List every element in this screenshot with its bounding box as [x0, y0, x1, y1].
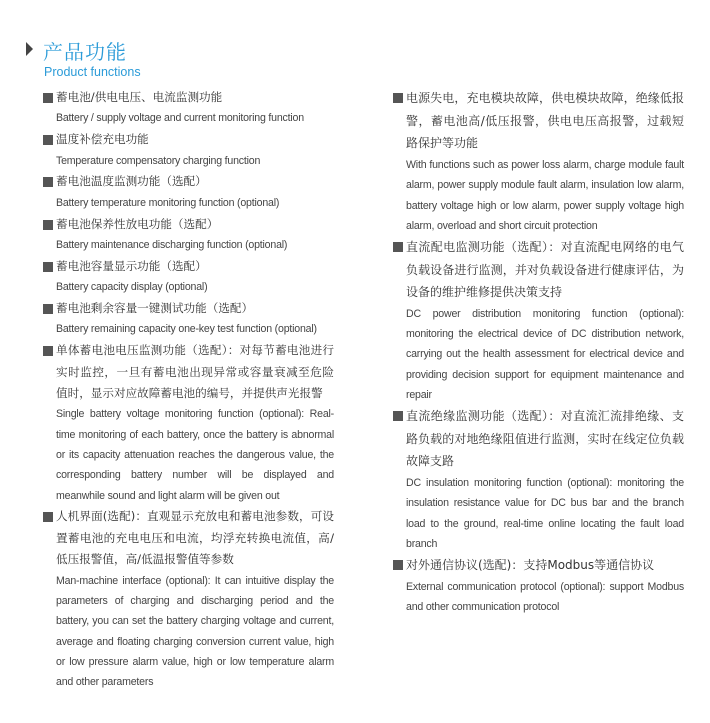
- feature-title-cn: 蓄电池/供电电压、电流监测功能: [56, 90, 223, 104]
- feature-item: [43, 171, 334, 213]
- feature-item: [393, 405, 684, 554]
- square-bullet-icon: [43, 177, 53, 187]
- feature-item: [43, 298, 334, 340]
- feature-description-en: With functions such as power loss alarm, charge module fault alarm, power supply module fault alarm, insulation low alarm, battery voltage high or low alarm, power supply voltage high alarm, overload and short circuit protection: [406, 159, 684, 232]
- feature-item: [393, 236, 684, 405]
- page-title: 产品功能: [43, 40, 127, 64]
- feature-description-en: Man-machine interface (optional): It can intuitive display the parameters of charging and discharging period and the battery, you can set the battery charging voltage and current, average and floating charging conversion current value, high or low pressure alarm value, high or low temperature alarm and other parameters: [56, 574, 334, 689]
- square-bullet-icon: [393, 242, 403, 252]
- feature-description-en: Battery remaining capacity one-key test function (optional): [56, 323, 317, 336]
- feature-description-en: Battery maintenance discharging function (optional): [56, 239, 288, 252]
- square-bullet-icon: [43, 135, 53, 145]
- feature-item: [43, 340, 334, 506]
- square-bullet-icon: [393, 93, 403, 103]
- feature-item: [393, 554, 684, 617]
- square-bullet-icon: [393, 411, 403, 421]
- feature-title-cn: 蓄电池保养性放电功能（选配）: [56, 216, 219, 231]
- triangle-right-icon: [26, 42, 33, 56]
- square-bullet-icon: [43, 93, 53, 103]
- feature-item: [43, 506, 334, 692]
- feature-description-en: Temperature compensatory charging function: [56, 154, 261, 167]
- feature-description-en: DC insulation monitoring function (optional): monitoring the insulation resistance value for DC bus bar and the branch load to the ground, real-time online locating the fault load branch: [406, 477, 684, 550]
- square-bullet-icon: [43, 346, 53, 356]
- feature-title-cn: 蓄电池剩余容量一键测试功能（选配）: [56, 301, 254, 316]
- page-subtitle: Product functions: [44, 65, 141, 79]
- feature-item: [393, 87, 684, 236]
- feature-title-cn: 温度补偿充电功能: [56, 132, 149, 147]
- feature-item: [43, 129, 334, 171]
- feature-title-cn: 蓄电池温度监测功能（选配）: [56, 174, 207, 189]
- feature-description-en: DC power distribution monitoring function (optional): monitoring the electrical device of DC distribution network, carrying out the health assessment for electrical device and providing decision support for equipment maintenance and repair: [406, 308, 684, 401]
- left-column: [43, 87, 334, 693]
- feature-title-cn: 直流配电监测功能（选配）：对直流配电网络的电气负载设备进行监测，并对负载设备进行健康评估，为设备的维护维修提供决策支持: [406, 239, 684, 300]
- feature-title-cn: 对外通信协议(选配)：支持Modbus等通信协议: [406, 557, 655, 572]
- feature-description-en: Battery temperature monitoring function (optional): [56, 196, 280, 209]
- feature-title-cn: 电源失电，充电模块故障，供电模块故障，绝缘低报警，蓄电池高/低压报警，供电电压高报警，过载短路保护等功能: [406, 91, 684, 151]
- square-bullet-icon: [43, 262, 53, 272]
- feature-item: [43, 256, 334, 298]
- feature-title-cn: 单体蓄电池电压监测功能（选配）：对每节蓄电池进行实时监控，一旦有蓄电池出现异常或容量衰减至危险值时，显示对应故障蓄电池的编号，并提供声光报警: [56, 343, 334, 401]
- feature-description-en: Battery capacity display (optional): [56, 281, 208, 294]
- feature-description-en: Single battery voltage monitoring function (optional): Real-time monitoring of each battery, once the battery is abnormal or its capacity attenuation reaches the dangerous value, the corresponding battery number will be displayed and meanwhile sound and light alarm will be given out: [56, 408, 334, 502]
- feature-description-en: External communication protocol (optional): support Modbus and other communication protocol: [406, 580, 684, 613]
- right-column: [393, 87, 684, 617]
- square-bullet-icon: [393, 560, 403, 570]
- square-bullet-icon: [43, 304, 53, 314]
- feature-title-cn: 蓄电池容量显示功能（选配）: [56, 258, 207, 273]
- feature-item: [43, 214, 334, 256]
- feature-title-cn: 直流绝缘监测功能（选配）：对直流汇流排绝缘、支路负载的对地绝缘阻值进行监测，实时在线定位负载故障支路: [406, 409, 684, 469]
- feature-item: [43, 87, 334, 129]
- feature-description-en: Battery / supply voltage and current monitoring function: [56, 112, 304, 125]
- square-bullet-icon: [43, 512, 53, 522]
- square-bullet-icon: [43, 220, 53, 230]
- feature-title-cn: 人机界面(选配)：直观显示充放电和蓄电池参数，可设置蓄电池的充电电压和电流，均浮充转换电流值，高/低压报警值，高/低温报警值等参数: [56, 509, 334, 567]
